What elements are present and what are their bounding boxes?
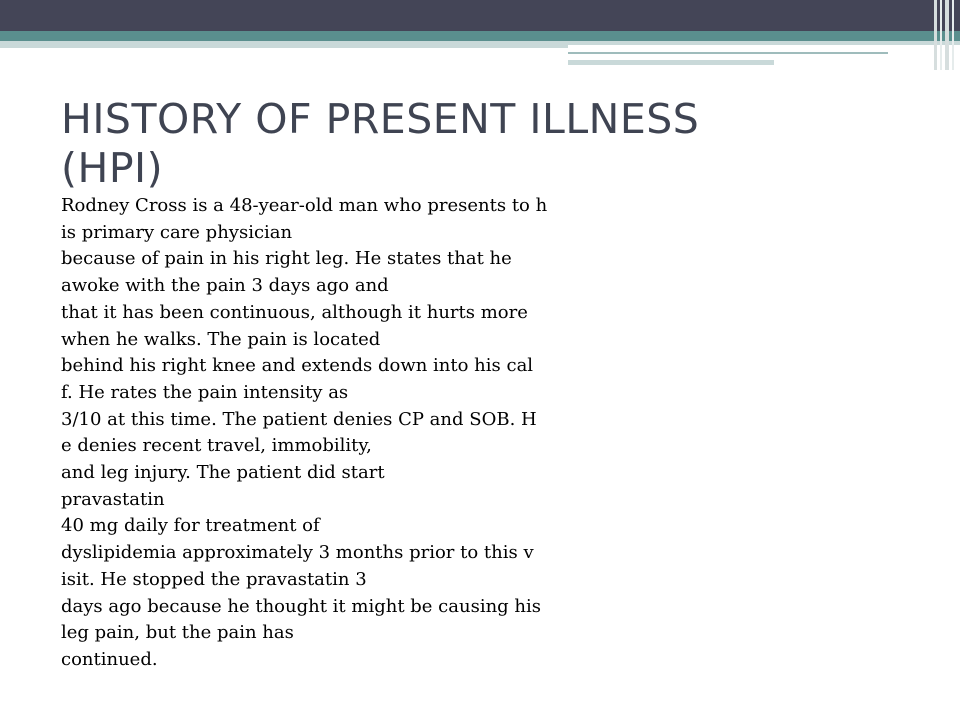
body-line: because of pain in his right leg. He states that he xyxy=(61,248,512,270)
body-line: dyslipidemia approximately 3 months prior to this v xyxy=(61,542,534,564)
body-line: days ago because he thought it might be causing his xyxy=(61,595,542,617)
body-line: leg pain, but the pain has xyxy=(61,622,294,644)
body-line: 40 mg daily for treatment of xyxy=(61,515,320,537)
body-line: and leg injury. The patient did start xyxy=(61,462,385,484)
slide-title: HISTORY OF PRESENT ILLNESS (HPI) xyxy=(61,95,700,192)
body-line: when he walks. The pain is located xyxy=(61,328,381,350)
body-line: awoke with the pain 3 days ago and xyxy=(61,275,389,297)
decorative-rail xyxy=(952,0,954,70)
header-teal-band xyxy=(0,31,960,41)
body-line: continued. xyxy=(61,648,158,670)
header-accent-line xyxy=(568,52,888,54)
header-dark-bar xyxy=(0,0,960,31)
decorative-rail xyxy=(934,0,937,70)
decorative-rail xyxy=(940,0,942,70)
body-line: that it has been continuous, although it hurts more xyxy=(61,301,528,323)
body-line: pravastatin xyxy=(61,488,165,510)
slide-body xyxy=(61,193,581,674)
decorative-rail xyxy=(945,0,949,70)
body-line: isit. He stopped the pravastatin 3 xyxy=(61,568,367,590)
header-accent-line-short xyxy=(568,60,774,65)
header-light-band xyxy=(0,41,568,48)
header-light-band-right xyxy=(568,41,960,45)
body-line: 3/10 at this time. The patient denies CP and SOB. H xyxy=(61,408,537,430)
body-line: Rodney Cross is a 48-year-old man who presents to h xyxy=(61,195,548,216)
body-line: e denies recent travel, immobility, xyxy=(61,435,372,457)
body-line: is primary care physician xyxy=(61,221,293,243)
decorative-rails xyxy=(930,0,960,70)
body-line: f. He rates the pain intensity as xyxy=(61,381,349,403)
body-line: behind his right knee and extends down into his cal xyxy=(61,355,534,377)
